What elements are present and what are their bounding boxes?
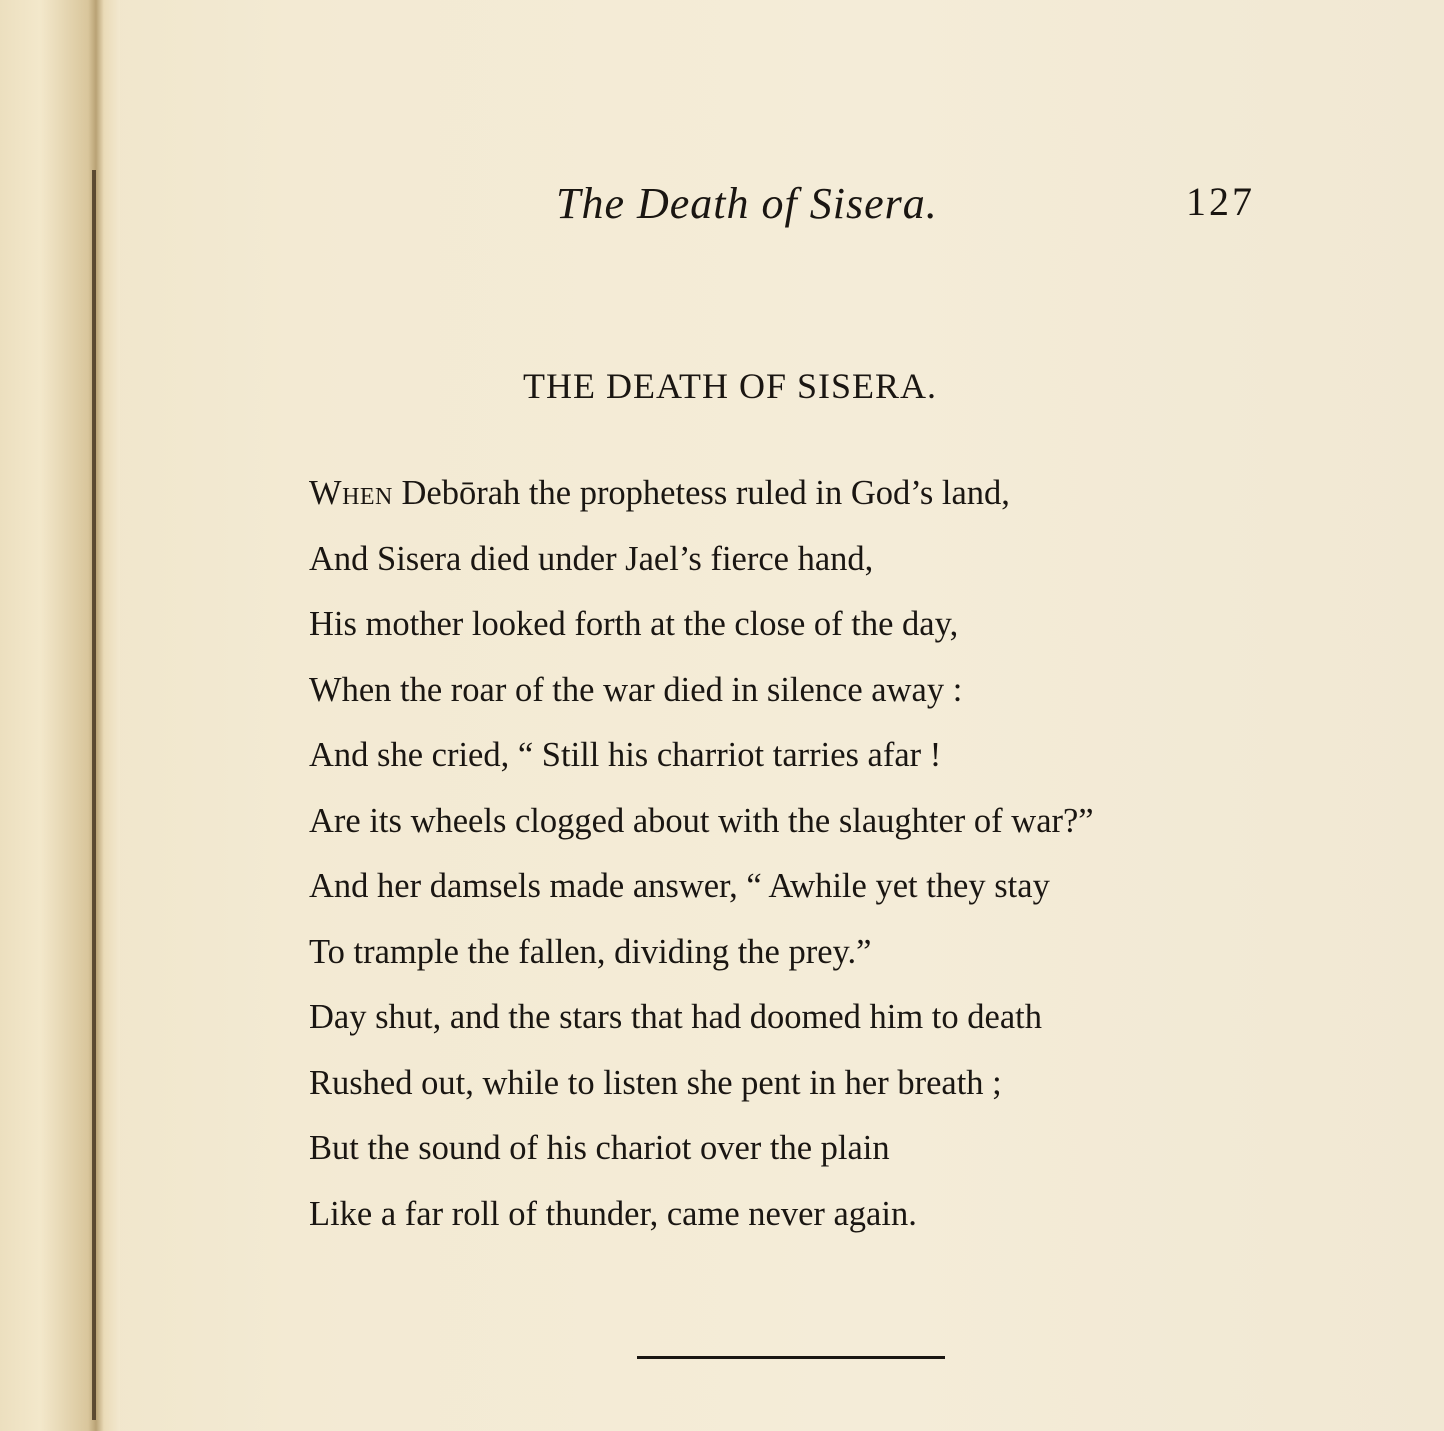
poem-line-6: Are its wheels clogged about with the slaughter of war?” [309,801,1094,840]
poem-line-3: His mother looked forth at the close of the day, [309,605,959,643]
first-line-rest: Debōrah the prophetess ruled in God’s land, [392,474,1010,512]
poem-line-10: Rushed out, while to listen she pent in her breath ; [309,1063,1002,1102]
poem-line-9: Day shut, and the stars that had doomed him to death [309,998,1042,1036]
running-head [0,178,1444,238]
running-head-title: The Death of Sisera. [556,179,938,228]
poem-line-8: To trample the fallen, dividing the prey.” [309,932,872,971]
poem-line-12: Like a far roll of thunder, came never again. [309,1194,917,1233]
end-rule [637,1356,945,1359]
poem-line-2: And Sisera died under Jael’s fierce hand, [309,539,874,578]
page-number: 127 [1186,179,1255,224]
poem-line-11: But the sound of his chariot over the plain [309,1129,890,1167]
poem-line-5: And she cried, “ Still his charriot tarries afar ! [309,736,942,774]
poem-title: THE DEATH OF SISERA. [523,366,938,406]
binding-edge [92,170,96,1420]
poem-line-4: When the roar of the war died in silence away : [309,670,963,709]
poem-stanza [309,470,1309,1256]
poem-line-7: And her damsels made answer, “ Awhile yet they stay [309,867,1050,905]
poem-line-1 [309,470,1309,536]
first-word: When [309,474,393,512]
